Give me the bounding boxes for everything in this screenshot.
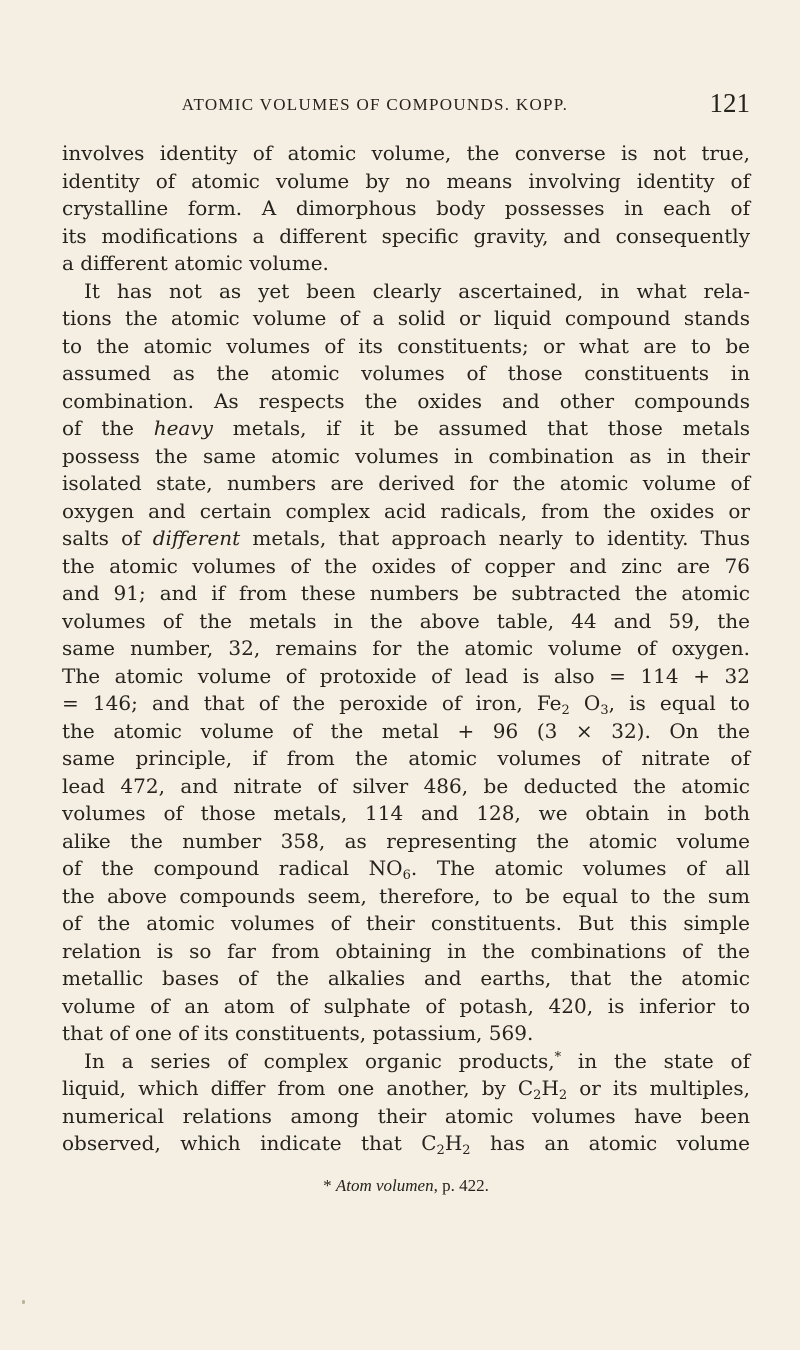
running-header (60, 88, 750, 120)
subscript: 2 (533, 1088, 542, 1103)
paper-speck (22, 1300, 25, 1304)
text-line: salts of different metals, that approach nearly to identity. Thus (62, 526, 750, 550)
text-line: the atomic volumes of the oxides of copper and zinc are 76 (62, 553, 750, 578)
italic-word: heavy (153, 416, 213, 440)
subscript: 2 (561, 703, 570, 718)
text-line: of the heavy metals, if it be assumed that those metals (62, 416, 750, 440)
text-line: of the atomic volumes of their constituents. But this simple (62, 911, 750, 935)
subscript: 2 (462, 1143, 471, 1158)
text-line: = 146; and that of the peroxide of iron, $Fe_2$ $O_3$, is equal to (62, 691, 750, 718)
text-line: same number, 32, remains for the atomic volume of oxygen. (62, 636, 750, 660)
text-line: lead 472, and nitrate of silver 486, be deducted the atomic (62, 773, 750, 798)
text-line: The atomic volume of protoxide of lead is also = 114 + 32 (62, 663, 750, 688)
text-line: liquid, which differ from one another, by $C_2H_2$ or its multiples, (62, 1076, 750, 1103)
text-line: that of one of its constituents, potassium, 569. (62, 1021, 534, 1045)
text-line: relation is so far from obtaining in the combinations of the (62, 938, 750, 963)
text-line: alike the number 358, as representing the atomic volume (62, 828, 750, 853)
running-title: ATOMIC VOLUMES OF COMPOUNDS. KOPP. (181, 95, 569, 114)
text-line: volumes of those metals, 114 and 128, we obtain in both (62, 801, 750, 825)
footnote-ref: * (554, 1049, 562, 1065)
footnote-title: Atom volumen (335, 1176, 434, 1195)
text-line: isolated state, numbers are derived for the atomic volume of (62, 471, 750, 495)
subscript: 3 (600, 703, 609, 718)
body-text (62, 140, 750, 1158)
text-line: In a series of complex organic products,* in the state of (84, 1048, 750, 1073)
text-line: involves identity of atomic volume, the converse is not true, (62, 141, 750, 165)
subscript: 6 (402, 868, 411, 883)
italic-word: different (152, 526, 241, 550)
text-line: volumes of the metals in the above table, 44 and 59, the (62, 608, 750, 633)
footnote: * Atom volumen, p. 422. (323, 1176, 489, 1195)
text-line: crystalline form. A dimorphous body possesses in each of (62, 196, 750, 220)
text-line: and 91; and if from these numbers be subtracted the atomic (62, 581, 750, 605)
text-line: a different atomic volume. (62, 251, 329, 275)
subscript: 2 (436, 1143, 445, 1158)
text-line: assumed as the atomic volumes of those constituents in (62, 361, 750, 385)
subscript: 2 (558, 1088, 568, 1103)
text-line: observed, which indicate that $C_2H_2$ has an atomic volume (62, 1131, 750, 1158)
text-line: the above compounds seem, therefore, to be equal to the sum (62, 883, 750, 908)
page-number: 121 (709, 88, 750, 118)
text-line: It has not as yet been clearly ascertained, in what rela- (84, 278, 750, 303)
text-line: the atomic volume of the metal + 96 (3 × 32). On the (62, 718, 750, 743)
text-line: to the atomic volumes of its constituents; or what are to be (62, 333, 750, 358)
text-line: same principle, if from the atomic volumes of nitrate of (62, 746, 750, 770)
text-line: identity of atomic volume by no means involving identity of (62, 168, 750, 193)
text-line: its modifications a different specific gravity, and consequently (62, 223, 750, 248)
text-line: oxygen and certain complex acid radicals, from the oxides or (62, 498, 750, 523)
text-line: of the compound radical $NO_6$. The atomic volumes of all (62, 856, 751, 883)
text-line: numerical relations among their atomic volumes have been (62, 1103, 750, 1128)
text-line: combination. As respects the oxides and other compounds (62, 388, 750, 413)
text-line: tions the atomic volume of a solid or liquid compound stands (62, 306, 750, 330)
text-line: possess the same atomic volumes in combination as in their (62, 443, 750, 468)
text-line: metallic bases of the alkalies and earths, that the atomic (62, 966, 750, 990)
text-line: volume of an atom of sulphate of potash, 420, is inferior to (62, 993, 750, 1018)
